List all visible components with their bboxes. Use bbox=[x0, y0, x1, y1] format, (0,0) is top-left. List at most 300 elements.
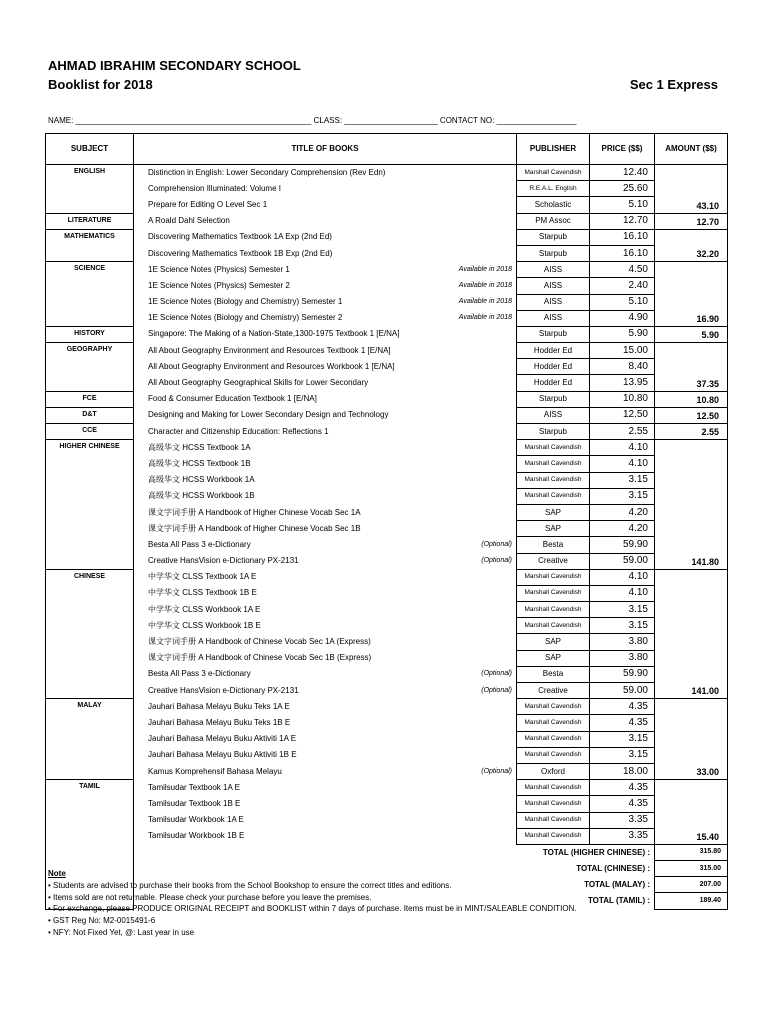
book-title-cell bbox=[134, 812, 517, 828]
amount-cell bbox=[655, 521, 728, 537]
amount-cell: 5.90 bbox=[655, 326, 728, 342]
table-row bbox=[46, 343, 728, 359]
book-title-cell bbox=[134, 424, 517, 440]
amount-cell: 43.10 bbox=[655, 197, 728, 213]
col-title: TITLE OF BOOKS bbox=[134, 134, 517, 165]
amount-cell bbox=[655, 585, 728, 601]
subject-cell: ENGLISH bbox=[46, 165, 134, 181]
total-value: 315.00 bbox=[655, 861, 728, 877]
publisher-cell: Hodder Ed bbox=[517, 359, 590, 375]
book-title: 课文字词手册 A Handbook of Chinese Vocab Sec 1B (Express) bbox=[148, 653, 372, 663]
book-note: (Optional) bbox=[481, 557, 512, 565]
amount-cell bbox=[655, 181, 728, 197]
amount-cell bbox=[655, 456, 728, 472]
price-cell: 2.40 bbox=[590, 278, 655, 294]
book-title: Singapore: The Making of a Nation-State,1300-1975 Textbook 1 [E/NA] bbox=[148, 329, 400, 339]
book-title-cell bbox=[134, 343, 517, 359]
price-cell: 8.40 bbox=[590, 359, 655, 375]
amount-cell bbox=[655, 812, 728, 828]
subject-cell: MATHEMATICS bbox=[46, 229, 134, 245]
book-title: Discovering Mathematics Textbook 1A Exp (2nd Ed) bbox=[148, 232, 332, 242]
table-row bbox=[46, 181, 728, 197]
amount-cell bbox=[655, 747, 728, 763]
publisher-cell: SAP bbox=[517, 634, 590, 650]
amount-cell bbox=[655, 359, 728, 375]
publisher-cell: Starpub bbox=[517, 326, 590, 342]
subject-cell: CCE bbox=[46, 424, 134, 440]
book-title-cell bbox=[134, 456, 517, 472]
table-row bbox=[46, 521, 728, 537]
price-cell: 3.15 bbox=[590, 618, 655, 634]
publisher-cell: Marshall Cavendish bbox=[517, 828, 590, 844]
price-cell: 18.00 bbox=[590, 763, 655, 779]
amount-cell: 12.70 bbox=[655, 213, 728, 229]
table-row bbox=[46, 569, 728, 585]
book-title: 1E Science Notes (Physics) Semester 1 bbox=[148, 264, 290, 274]
publisher-cell: Besta bbox=[517, 666, 590, 682]
publisher-cell: AISS bbox=[517, 407, 590, 423]
publisher-cell: Marshall Cavendish bbox=[517, 618, 590, 634]
price-cell: 4.90 bbox=[590, 310, 655, 326]
subject-cell: SCIENCE bbox=[46, 262, 134, 278]
publisher-cell: Marshall Cavendish bbox=[517, 796, 590, 812]
subject-cell: D&T bbox=[46, 407, 134, 423]
table-row bbox=[46, 245, 728, 261]
table-row bbox=[46, 812, 728, 828]
book-title: Character and Citizenship Education: Reflections 1 bbox=[148, 426, 329, 436]
table-row bbox=[46, 424, 728, 440]
table-row bbox=[46, 472, 728, 488]
amount-cell bbox=[655, 618, 728, 634]
school-name: AHMAD IBRAHIM SECONDARY SCHOOL bbox=[48, 58, 301, 73]
table-row bbox=[46, 456, 728, 472]
price-cell: 5.90 bbox=[590, 326, 655, 342]
book-title: Food & Consumer Education Textbook 1 [E/NA] bbox=[148, 394, 317, 404]
price-cell: 12.50 bbox=[590, 407, 655, 423]
subject-cell bbox=[46, 731, 134, 747]
publisher-cell: Starpub bbox=[517, 229, 590, 245]
price-cell: 59.90 bbox=[590, 537, 655, 553]
publisher-cell: Marshall Cavendish bbox=[517, 440, 590, 456]
subject-cell bbox=[46, 844, 134, 860]
book-title-cell bbox=[134, 375, 517, 391]
amount-cell bbox=[655, 278, 728, 294]
book-title-cell bbox=[134, 310, 517, 326]
price-cell: 3.80 bbox=[590, 634, 655, 650]
table-row bbox=[46, 278, 728, 294]
subject-cell bbox=[46, 359, 134, 375]
subject-cell: GEOGRAPHY bbox=[46, 343, 134, 359]
amount-cell bbox=[655, 602, 728, 618]
subject-cell: FCE bbox=[46, 391, 134, 407]
price-cell: 3.15 bbox=[590, 747, 655, 763]
publisher-cell: AISS bbox=[517, 278, 590, 294]
publisher-cell: SAP bbox=[517, 521, 590, 537]
amount-cell bbox=[655, 666, 728, 682]
publisher-cell: Creative bbox=[517, 683, 590, 699]
book-title-cell bbox=[134, 165, 517, 181]
total-label: TOTAL (CHINESE) : bbox=[576, 863, 650, 873]
col-amount: AMOUNT ($$) bbox=[655, 134, 728, 165]
price-cell: 4.20 bbox=[590, 521, 655, 537]
table-row bbox=[46, 828, 728, 844]
amount-cell bbox=[655, 440, 728, 456]
amount-cell: 37.35 bbox=[655, 375, 728, 391]
subject-cell bbox=[46, 310, 134, 326]
book-title-cell bbox=[134, 602, 517, 618]
book-title-cell bbox=[134, 828, 517, 844]
book-title-cell bbox=[134, 521, 517, 537]
subject-cell bbox=[46, 537, 134, 553]
book-title-cell bbox=[134, 683, 517, 699]
book-title-cell bbox=[134, 359, 517, 375]
price-cell: 4.10 bbox=[590, 569, 655, 585]
table-row bbox=[46, 747, 728, 763]
subject-cell bbox=[46, 181, 134, 197]
amount-cell: 141.80 bbox=[655, 553, 728, 569]
subject-cell bbox=[46, 812, 134, 828]
amount-cell bbox=[655, 634, 728, 650]
price-cell: 59.90 bbox=[590, 666, 655, 682]
book-title: Jauhari Bahasa Melayu Buku Teks 1A E bbox=[148, 701, 290, 711]
book-title-cell bbox=[134, 440, 517, 456]
book-title-cell bbox=[134, 278, 517, 294]
book-title-cell bbox=[134, 181, 517, 197]
book-title: Jauhari Bahasa Melayu Buku Aktiviti 1B E bbox=[148, 750, 297, 760]
book-title-cell bbox=[134, 407, 517, 423]
book-title-cell bbox=[134, 472, 517, 488]
price-cell: 4.35 bbox=[590, 780, 655, 796]
publisher-cell: Starpub bbox=[517, 424, 590, 440]
publisher-cell: Marshall Cavendish bbox=[517, 812, 590, 828]
publisher-cell: Marshall Cavendish bbox=[517, 472, 590, 488]
price-cell: 12.40 bbox=[590, 165, 655, 181]
book-title-cell bbox=[134, 262, 517, 278]
publisher-cell: AISS bbox=[517, 262, 590, 278]
publisher-cell: Marshall Cavendish bbox=[517, 699, 590, 715]
price-cell: 4.35 bbox=[590, 715, 655, 731]
book-title-cell bbox=[134, 229, 517, 245]
table-row bbox=[46, 537, 728, 553]
book-title-cell bbox=[134, 699, 517, 715]
level-label: Sec 1 Express bbox=[629, 77, 718, 92]
amount-cell bbox=[655, 262, 728, 278]
amount-cell bbox=[655, 229, 728, 245]
publisher-cell: Marshall Cavendish bbox=[517, 569, 590, 585]
publisher-cell: Marshall Cavendish bbox=[517, 488, 590, 504]
subject-cell bbox=[46, 472, 134, 488]
subject-cell bbox=[46, 245, 134, 261]
amount-cell bbox=[655, 488, 728, 504]
book-title-cell bbox=[134, 245, 517, 261]
book-title-cell bbox=[134, 294, 517, 310]
publisher-cell: Marshall Cavendish bbox=[517, 585, 590, 601]
book-title: Tamilsudar Workbook 1B E bbox=[148, 831, 245, 841]
amount-cell bbox=[655, 504, 728, 520]
amount-cell: 15.40 bbox=[655, 828, 728, 844]
table-row bbox=[46, 585, 728, 601]
price-cell: 2.55 bbox=[590, 424, 655, 440]
table-row bbox=[46, 763, 728, 779]
table-row bbox=[46, 375, 728, 391]
subject-cell: CHINESE bbox=[46, 569, 134, 585]
col-subject: SUBJECT bbox=[46, 134, 134, 165]
amount-cell bbox=[655, 650, 728, 666]
col-price: PRICE ($$) bbox=[590, 134, 655, 165]
subject-cell bbox=[46, 796, 134, 812]
table-row bbox=[46, 294, 728, 310]
table-row bbox=[46, 634, 728, 650]
notes-section bbox=[48, 868, 577, 939]
book-title: 课文字词手册 A Handbook of Higher Chinese Vocab Sec 1B bbox=[148, 523, 361, 533]
table-row bbox=[46, 715, 728, 731]
book-title-cell bbox=[134, 585, 517, 601]
book-title-cell bbox=[134, 537, 517, 553]
price-cell: 3.15 bbox=[590, 602, 655, 618]
subject-cell bbox=[46, 456, 134, 472]
price-cell: 4.20 bbox=[590, 504, 655, 520]
price-cell: 3.15 bbox=[590, 488, 655, 504]
publisher-cell: Besta bbox=[517, 537, 590, 553]
book-title: Designing and Making for Lower Secondary Design and Technology bbox=[148, 410, 389, 420]
subject-cell bbox=[46, 618, 134, 634]
subject-cell: HIGHER CHINESE bbox=[46, 440, 134, 456]
book-title-cell bbox=[134, 391, 517, 407]
subject-cell bbox=[46, 763, 134, 779]
subject-cell bbox=[46, 278, 134, 294]
table-row bbox=[46, 602, 728, 618]
table-row bbox=[46, 618, 728, 634]
book-title: 高级华文 HCSS Textbook 1A bbox=[148, 442, 251, 452]
book-note: (Optional) bbox=[481, 540, 512, 548]
book-title: A Roald Dahl Selection bbox=[148, 216, 230, 226]
book-title: Kamus Komprehensif Bahasa Melayu bbox=[148, 766, 282, 776]
amount-cell bbox=[655, 731, 728, 747]
book-title: Jauhari Bahasa Melayu Buku Teks 1B E bbox=[148, 717, 291, 727]
book-title: All About Geography Environment and Resources Workbook 1 [E/NA] bbox=[148, 361, 395, 371]
price-cell: 10.80 bbox=[590, 391, 655, 407]
price-cell: 4.35 bbox=[590, 699, 655, 715]
book-title-cell bbox=[134, 747, 517, 763]
book-note: Available in 2018 bbox=[458, 314, 512, 322]
total-row bbox=[46, 844, 728, 860]
amount-cell bbox=[655, 699, 728, 715]
subject-cell: LITERATURE bbox=[46, 213, 134, 229]
subject-cell: MALAY bbox=[46, 699, 134, 715]
book-title: All About Geography Geographical Skills for Lower Secondary bbox=[148, 378, 369, 388]
table-row bbox=[46, 699, 728, 715]
note-item: • NFY: Not Fixed Yet, @: Last year in use bbox=[48, 927, 195, 937]
book-title: 中学华文 CLSS Textbook 1A E bbox=[148, 572, 257, 582]
amount-cell bbox=[655, 472, 728, 488]
subject-cell bbox=[46, 197, 134, 213]
price-cell: 59.00 bbox=[590, 553, 655, 569]
amount-cell bbox=[655, 165, 728, 181]
publisher-cell: Marshall Cavendish bbox=[517, 165, 590, 181]
table-row bbox=[46, 731, 728, 747]
publisher-cell: Oxford bbox=[517, 763, 590, 779]
table-row bbox=[46, 391, 728, 407]
book-title: 1E Science Notes (Biology and Chemistry) Semester 2 bbox=[148, 313, 343, 323]
notes-title: Note bbox=[48, 869, 66, 878]
price-cell: 3.80 bbox=[590, 650, 655, 666]
book-title: All About Geography Environment and Resources Textbook 1 [E/NA] bbox=[148, 345, 391, 355]
book-title-cell bbox=[134, 780, 517, 796]
table-row bbox=[46, 504, 728, 520]
price-cell: 5.10 bbox=[590, 294, 655, 310]
price-cell: 5.10 bbox=[590, 197, 655, 213]
subject-cell bbox=[46, 585, 134, 601]
amount-cell bbox=[655, 715, 728, 731]
book-title-cell bbox=[134, 213, 517, 229]
book-title-cell bbox=[134, 326, 517, 342]
book-title-cell bbox=[134, 504, 517, 520]
book-title: 高级华文 HCSS Workbook 1B bbox=[148, 491, 255, 501]
book-title-cell bbox=[134, 650, 517, 666]
publisher-cell: Marshall Cavendish bbox=[517, 456, 590, 472]
book-title: Jauhari Bahasa Melayu Buku Aktiviti 1A E bbox=[148, 734, 297, 744]
note-item: • Students are advised to purchase their books from the School Bookshop to ensure the correct titles and editions. bbox=[48, 880, 452, 890]
price-cell: 4.10 bbox=[590, 585, 655, 601]
book-title-cell bbox=[134, 715, 517, 731]
book-note: (Optional) bbox=[481, 767, 512, 775]
table-body bbox=[46, 165, 728, 910]
publisher-cell: Marshall Cavendish bbox=[517, 731, 590, 747]
book-title: 中学华文 CLSS Workbook 1A E bbox=[148, 604, 261, 614]
publisher-cell: Marshall Cavendish bbox=[517, 715, 590, 731]
price-cell: 3.15 bbox=[590, 472, 655, 488]
book-note: (Optional) bbox=[481, 686, 512, 694]
book-title-cell bbox=[134, 796, 517, 812]
book-title: Tamilsudar Textbook 1B E bbox=[148, 798, 241, 808]
publisher-cell: AISS bbox=[517, 294, 590, 310]
price-cell: 59.00 bbox=[590, 683, 655, 699]
publisher-cell: Hodder Ed bbox=[517, 343, 590, 359]
subject-cell bbox=[46, 553, 134, 569]
price-cell: 3.35 bbox=[590, 812, 655, 828]
book-title: 高级华文 HCSS Workbook 1A bbox=[148, 475, 255, 485]
price-cell: 13.95 bbox=[590, 375, 655, 391]
table-header-row bbox=[46, 134, 728, 165]
publisher-cell: Creative bbox=[517, 553, 590, 569]
total-label: TOTAL (HIGHER CHINESE) : bbox=[542, 847, 650, 857]
note-item: • GST Reg No: M2-0015491-6 bbox=[48, 916, 156, 926]
book-title: Tamilsudar Workbook 1A E bbox=[148, 815, 244, 825]
publisher-cell: Starpub bbox=[517, 245, 590, 261]
price-cell: 3.35 bbox=[590, 828, 655, 844]
table-row bbox=[46, 488, 728, 504]
table-row bbox=[46, 407, 728, 423]
publisher-cell: Marshall Cavendish bbox=[517, 780, 590, 796]
table-row bbox=[46, 666, 728, 682]
table-row bbox=[46, 780, 728, 796]
amount-cell: 12.50 bbox=[655, 407, 728, 423]
total-label: TOTAL (MALAY) : bbox=[584, 879, 650, 889]
col-publisher: PUBLISHER bbox=[517, 134, 590, 165]
table-row bbox=[46, 213, 728, 229]
price-cell: 4.35 bbox=[590, 796, 655, 812]
price-cell: 4.50 bbox=[590, 262, 655, 278]
table-row bbox=[46, 197, 728, 213]
amount-cell: 141.00 bbox=[655, 683, 728, 699]
subject-cell: HISTORY bbox=[46, 326, 134, 342]
book-title-cell bbox=[134, 618, 517, 634]
publisher-cell: Marshall Cavendish bbox=[517, 602, 590, 618]
amount-cell: 2.55 bbox=[655, 424, 728, 440]
book-title: 课文字词手册 A Handbook of Higher Chinese Vocab Sec 1A bbox=[148, 507, 361, 517]
note-item: • For exchange, please PRODUCE ORIGINAL RECEIPT and BOOKLIST within 7 days of purchase. Items must be in MINT/SALEABLE CONDITION. bbox=[48, 904, 577, 914]
subject-cell bbox=[46, 747, 134, 763]
book-title-cell bbox=[134, 488, 517, 504]
amount-cell: 16.90 bbox=[655, 310, 728, 326]
booklist-title: Booklist for 2018 bbox=[48, 77, 153, 92]
total-value: 207.00 bbox=[655, 877, 728, 893]
note-item: • Items sold are not returnable. Please check your purchase before you leave the premises. bbox=[48, 892, 372, 902]
subject-cell bbox=[46, 634, 134, 650]
subject-cell: TAMIL bbox=[46, 780, 134, 796]
publisher-cell: AISS bbox=[517, 310, 590, 326]
subject-cell bbox=[46, 488, 134, 504]
subject-cell bbox=[46, 715, 134, 731]
publisher-cell: SAP bbox=[517, 504, 590, 520]
price-cell: 4.10 bbox=[590, 456, 655, 472]
book-title: 课文字词手册 A Handbook of Chinese Vocab Sec 1A (Express) bbox=[148, 637, 371, 647]
publisher-cell: PM Assoc bbox=[517, 213, 590, 229]
amount-cell: 33.00 bbox=[655, 763, 728, 779]
price-cell: 16.10 bbox=[590, 245, 655, 261]
book-title-cell bbox=[134, 763, 517, 779]
book-title: Comprehension Illuminated: Volume I bbox=[148, 183, 281, 193]
total-label: TOTAL (TAMIL) : bbox=[587, 896, 650, 906]
amount-cell bbox=[655, 796, 728, 812]
table-row bbox=[46, 359, 728, 375]
amount-cell bbox=[655, 780, 728, 796]
book-note: Available in 2018 bbox=[458, 265, 512, 273]
book-title: 1E Science Notes (Biology and Chemistry) Semester 1 bbox=[148, 297, 343, 307]
amount-cell bbox=[655, 569, 728, 585]
price-cell: 12.70 bbox=[590, 213, 655, 229]
book-title-cell bbox=[134, 553, 517, 569]
student-info-line: NAME: _____________________________________________________ CLASS: _____________________ CONTACT NO: __________________ bbox=[48, 116, 577, 125]
book-title: Distinction in English: Lower Secondary Comprehension (Rev Edn) bbox=[148, 167, 386, 177]
subject-cell bbox=[46, 375, 134, 391]
price-cell: 25.60 bbox=[590, 181, 655, 197]
table-row bbox=[46, 262, 728, 278]
table-row bbox=[46, 683, 728, 699]
subject-cell bbox=[46, 521, 134, 537]
book-title: Discovering Mathematics Textbook 1B Exp (2nd Ed) bbox=[148, 248, 333, 258]
amount-cell bbox=[655, 537, 728, 553]
subject-cell bbox=[46, 294, 134, 310]
total-value: 189.40 bbox=[655, 893, 728, 909]
book-note: Available in 2018 bbox=[458, 298, 512, 306]
table-row bbox=[46, 310, 728, 326]
subject-cell bbox=[46, 602, 134, 618]
book-note: Available in 2018 bbox=[458, 281, 512, 289]
book-title: Prepare for Editing O Level Sec 1 bbox=[148, 199, 268, 209]
table-row bbox=[46, 229, 728, 245]
book-title: 中学华文 CLSS Workbook 1B E bbox=[148, 620, 261, 630]
book-title: 1E Science Notes (Physics) Semester 2 bbox=[148, 280, 290, 290]
book-title-cell bbox=[134, 666, 517, 682]
publisher-cell: R.E.A.L. English bbox=[517, 181, 590, 197]
book-title: Creative HansVision e-Dictionary PX-2131 bbox=[148, 685, 299, 695]
table-row bbox=[46, 165, 728, 181]
publisher-cell: Starpub bbox=[517, 391, 590, 407]
table-row bbox=[46, 326, 728, 342]
book-title-cell bbox=[134, 634, 517, 650]
subject-cell bbox=[46, 650, 134, 666]
